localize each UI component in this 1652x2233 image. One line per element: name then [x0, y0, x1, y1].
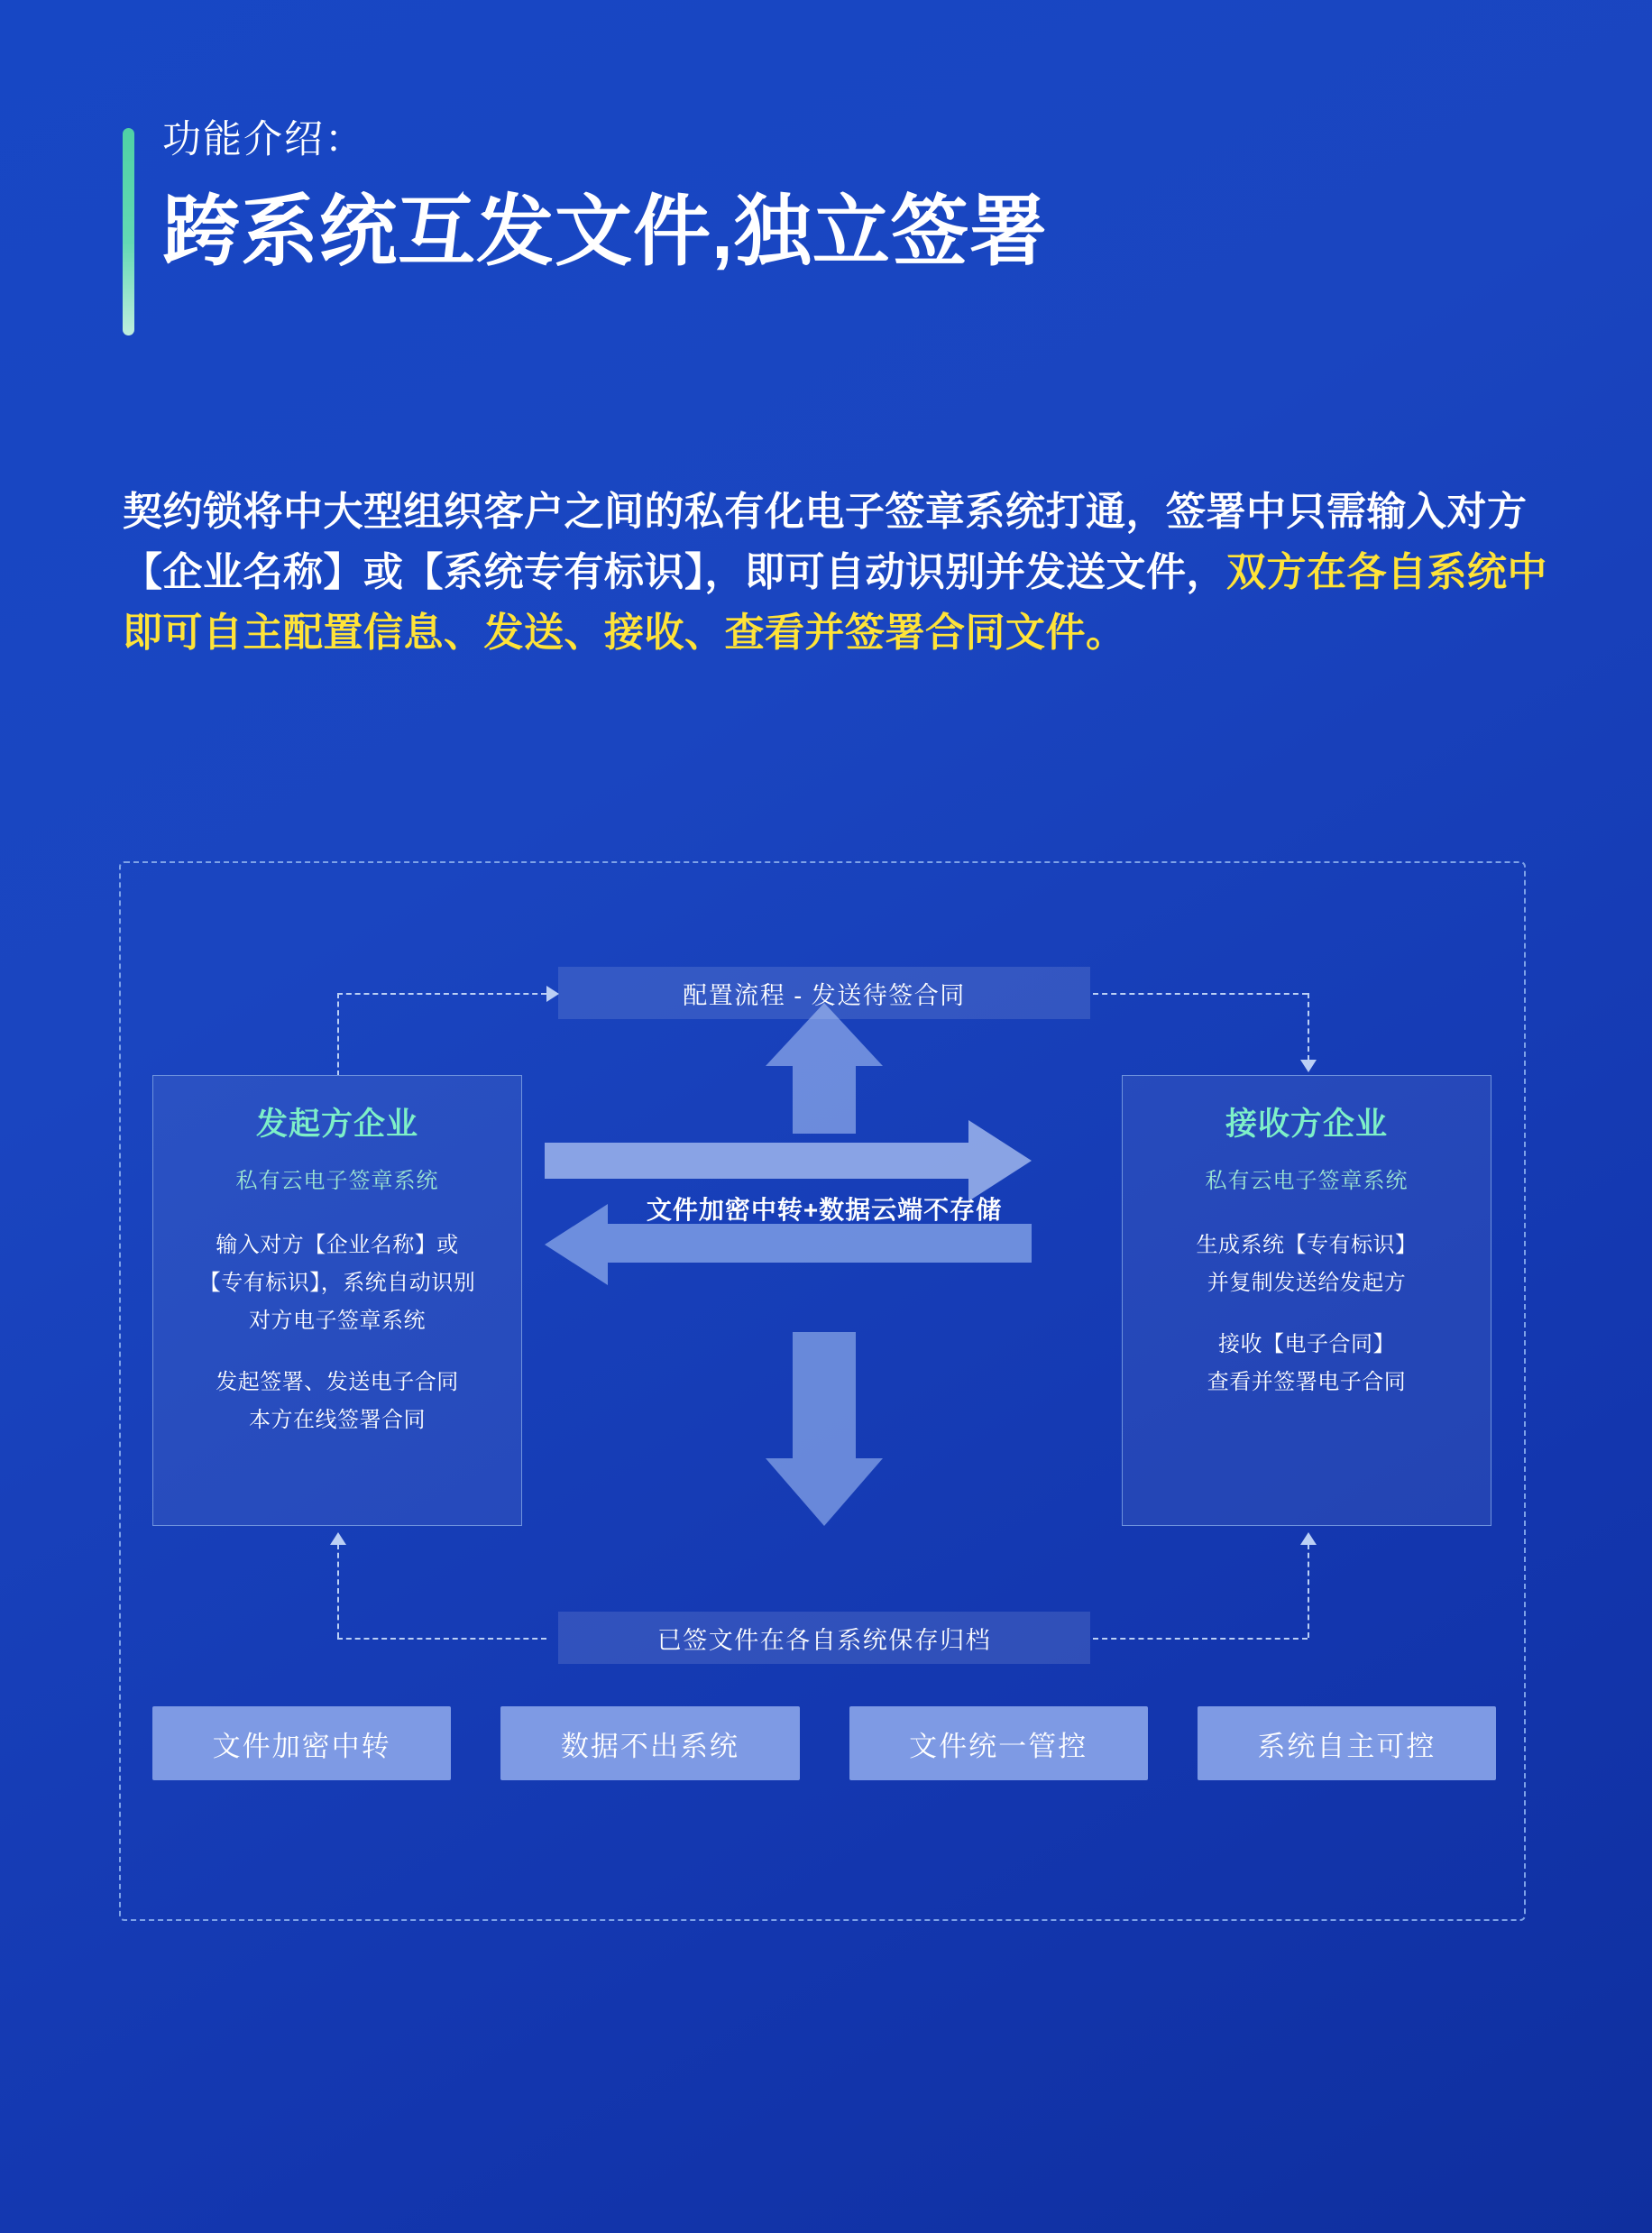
entity-receiver-line-2: 并复制发送给发起方: [1207, 1271, 1407, 1295]
entity-initiator-details: [162, 1227, 512, 1439]
feature-chip-0: 文件加密中转: [152, 1706, 451, 1780]
dash-left-to-topbar: [337, 993, 546, 995]
dash-left-up: [337, 993, 339, 1076]
entity-receiver-title: 接收方企业: [1225, 1107, 1388, 1142]
dash-arrow-into-right-entity-bottom: [1300, 1532, 1317, 1545]
dash-right-down: [1308, 993, 1309, 1061]
accent-bar: [123, 128, 134, 335]
dash-bottombar-to-right: [1093, 1638, 1308, 1640]
intro-text-normal: 契约锁将中大型组织客户之间的私有化电子签章系统打通，签署中只需输入对方【企业名称】或【系统专有标识】，即可自动识别并发送文件，: [123, 490, 1528, 594]
dash-bottombar-to-left: [337, 1638, 546, 1640]
intro-text-highlight: 双方在各自系统中即可自主配置信息、发送、接收、查看并签署合同文件。: [123, 549, 1547, 655]
entity-initiator: [152, 1075, 522, 1526]
dash-right-up-from-bottom: [1308, 1544, 1309, 1638]
page-header: [123, 117, 1385, 276]
process-diagram: [119, 861, 1526, 1921]
dash-topbar-to-right: [1093, 993, 1308, 995]
eyebrow-label: 功能介绍：: [162, 118, 365, 161]
dash-arrow-into-topbar: [546, 986, 559, 1002]
entity-receiver: [1122, 1075, 1491, 1526]
entity-receiver-details: [1132, 1227, 1482, 1401]
entity-initiator-line-5: 本方在线签署合同: [249, 1408, 426, 1432]
entity-receiver-line-4: 查看并签署电子合同: [1207, 1370, 1407, 1394]
dash-arrow-into-right-entity: [1300, 1060, 1317, 1072]
spacer: [162, 1340, 512, 1364]
entity-initiator-title: 发起方企业: [255, 1107, 418, 1142]
entity-initiator-line-4: 发起签署、发送电子合同: [216, 1370, 459, 1394]
dash-arrow-into-left-entity: [330, 1532, 346, 1545]
dash-left-up-from-bottom: [337, 1544, 339, 1638]
entity-initiator-line-1: 输入对方【企业名称】或: [216, 1233, 459, 1257]
center-arrow-label: 文件加密中转+数据云端不存储: [646, 1196, 1003, 1224]
flow-step-configure: 配置流程 - 发送待签合同: [558, 967, 1090, 1019]
entity-initiator-subtitle: 私有云电子签章系统: [235, 1169, 439, 1193]
arrow-up-thick: [766, 1003, 883, 1134]
spacer: [1132, 1302, 1482, 1326]
flow-step-archive: 已签文件在各自系统保存归档: [558, 1612, 1090, 1664]
entity-initiator-line-3: 对方电子签章系统: [249, 1309, 426, 1333]
entity-receiver-line-3: 接收【电子合同】: [1218, 1332, 1395, 1356]
entity-receiver-subtitle: 私有云电子签章系统: [1205, 1169, 1409, 1193]
arrow-down-thick: [766, 1332, 883, 1526]
feature-chip-1: 数据不出系统: [500, 1706, 799, 1780]
feature-chip-row: [152, 1706, 1496, 1780]
feature-chip-3: 系统自主可控: [1198, 1706, 1496, 1780]
feature-chip-2: 文件统一管控: [849, 1706, 1148, 1780]
intro-paragraph: [123, 482, 1547, 664]
entity-receiver-line-1: 生成系统【专有标识】: [1196, 1233, 1418, 1257]
entity-initiator-line-2: 【专有标识】，系统自动识别: [198, 1271, 476, 1295]
arrow-right-thick: [545, 1120, 1032, 1201]
page-title: 跨系统互发文件,独立签署: [162, 188, 1048, 275]
